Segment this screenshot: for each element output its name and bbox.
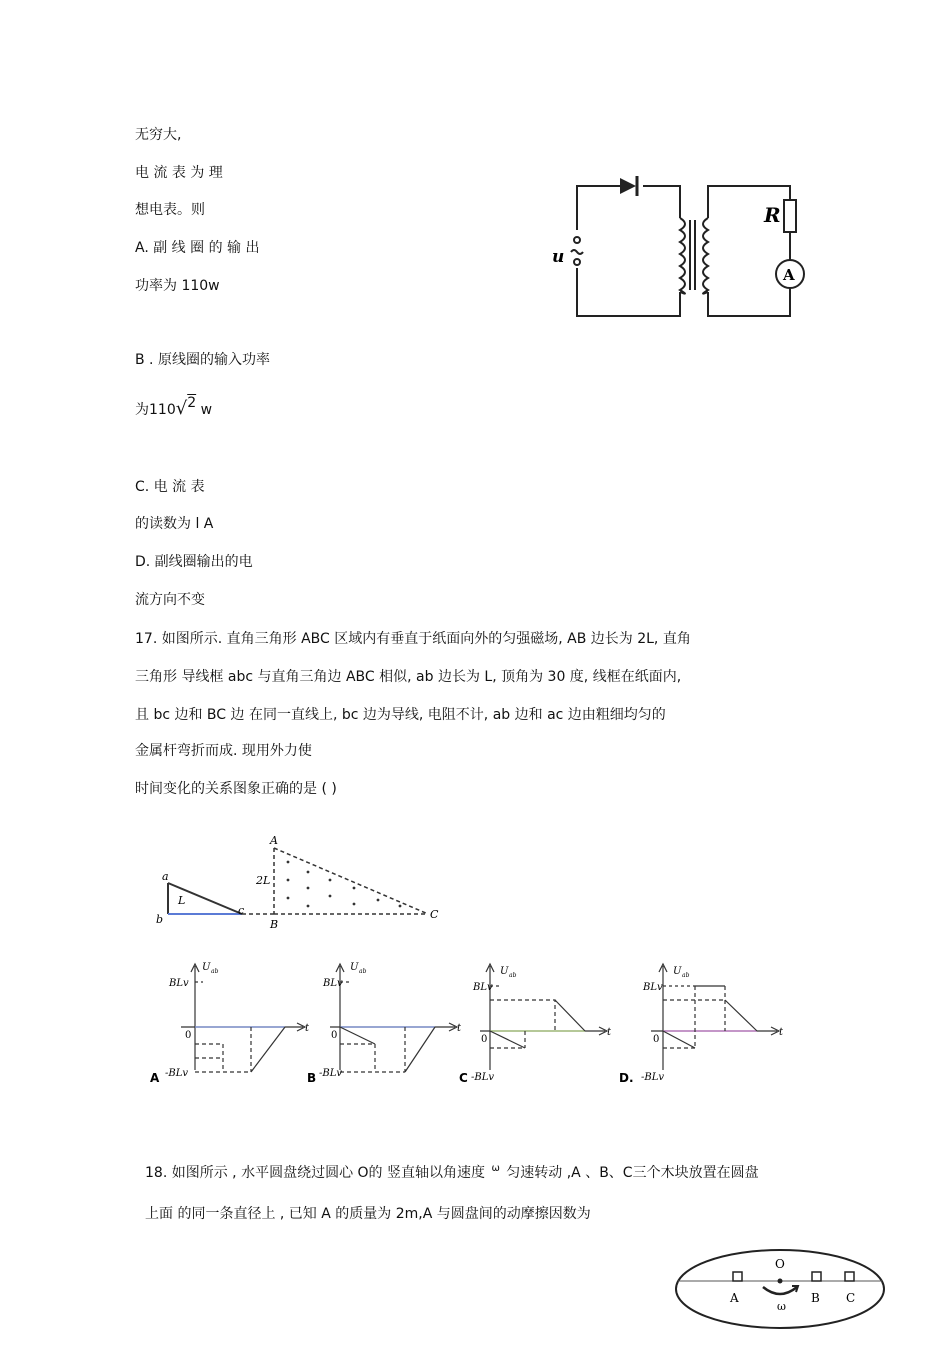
q16-option-d-1: D. 副线圈输出的电 <box>135 554 253 570</box>
neg-blv-label: -BLv <box>641 1072 665 1083</box>
u-axis-subscript: ab <box>211 968 219 975</box>
blv-label: BLv <box>169 978 189 989</box>
q16-option-a-2: 功率为 110w <box>135 278 220 294</box>
omega-symbol: ω <box>491 1163 500 1174</box>
u-axis-label: U <box>673 966 682 977</box>
q17-line-3: 且 bc 边和 BC 边 在同一直线上, bc 边为导线, 电阻不计, ab 边和 ac 边由粗细均匀的 <box>135 707 666 723</box>
q16-line-3: 想电表。则 <box>135 202 205 218</box>
q17-line-1: 17. 如图所示. 直角三角形 ABC 区域内有垂直于纸面向外的匀强磁场, AB 边长为 2L, 直角 <box>135 631 691 647</box>
ammeter-label-a: A <box>783 266 795 284</box>
q16-option-d-2: 流方向不变 <box>135 592 205 608</box>
block-b-icon <box>812 1272 821 1281</box>
q17-line-2: 三角形 导线框 abc 与直角三角边 ABC 相似, ab 边长为 L, 顶角为 30 度, 线框在纸面内, <box>135 669 682 685</box>
vertex-C-label: C <box>430 908 439 921</box>
side-2l-label: 2L <box>256 874 271 887</box>
rotating-disk-figure <box>670 1250 890 1335</box>
option-b-unit: w <box>200 402 213 418</box>
transformer-circuit-diagram <box>540 170 810 330</box>
u-axis-subscript: ab <box>682 972 690 979</box>
disk-label-a: A <box>730 1291 739 1305</box>
t-axis-label: t <box>779 1027 784 1038</box>
q18-line-1-start: 18. 如图所示 , 水平圆盘绕过圆心 O的 竖直轴以角速度 <box>145 1165 485 1181</box>
graph-c-option-label: C <box>459 1071 468 1085</box>
origin-label: 0 <box>331 1030 338 1041</box>
disk-label-omega: ω <box>777 1300 786 1313</box>
disk-label-b: B <box>811 1291 820 1305</box>
graph-d-option-label: D. <box>619 1071 634 1085</box>
q18-line-1 <box>145 1164 759 1184</box>
u-axis-subscript: ab <box>359 968 367 975</box>
vertex-c-label: c <box>238 904 245 917</box>
disk-label-c: C <box>846 1291 856 1305</box>
neg-blv-label: -BLv <box>319 1068 343 1079</box>
side-l-label: L <box>178 894 186 907</box>
vertex-b-label: b <box>156 913 164 926</box>
q16-option-a-1: A. 副 线 圈 的 输 出 <box>135 240 260 256</box>
blv-label: BLv <box>323 978 343 989</box>
blv-label: BLv <box>473 982 493 993</box>
q17-line-4: 金属杆弯折而成. 现用外力使 <box>135 743 312 759</box>
u-axis-label: U <box>202 962 211 973</box>
u-axis-subscript: ab <box>509 972 517 979</box>
graph-a-option-label: A <box>150 1071 160 1085</box>
graph-option-a <box>145 958 315 1088</box>
block-a-icon <box>733 1272 742 1281</box>
graph-b-option-label: B <box>307 1071 317 1085</box>
option-b-value: 为110 <box>135 402 176 418</box>
q16-option-b-1: B . 原线圈的输入功率 <box>135 352 270 368</box>
disk-label-o: O <box>775 1257 785 1271</box>
sqrt-radicand: 2 <box>187 395 197 411</box>
graph-option-c <box>455 958 625 1088</box>
t-axis-label: t <box>305 1023 310 1034</box>
q16-option-c-1: C. 电 流 表 <box>135 479 205 495</box>
graph-option-d <box>615 958 785 1088</box>
q17-line-5: 时间变化的关系图象正确的是 ( ) <box>135 781 337 797</box>
t-axis-label: t <box>457 1023 462 1034</box>
origin-label: 0 <box>185 1030 192 1041</box>
source-label-u: u <box>552 247 565 267</box>
blv-label: BLv <box>643 982 663 993</box>
vertex-a-label: a <box>162 870 169 883</box>
q18-line-2: 上面 的同一条直径上 , 已知 A 的质量为 2m,A 与圆盘间的动摩擦因数为 <box>145 1206 591 1222</box>
origin-label: 0 <box>481 1034 488 1045</box>
q16-line-2: 电 流 表 为 理 <box>135 165 223 181</box>
sqrt-sign: √ <box>175 398 188 419</box>
block-c-icon <box>845 1272 854 1281</box>
q16-option-c-2: 的读数为 l A <box>135 516 214 532</box>
neg-blv-label: -BLv <box>165 1068 189 1079</box>
t-axis-label: t <box>607 1027 612 1038</box>
vertex-B-label: B <box>270 918 279 931</box>
rotation-arrow-icon <box>763 1287 797 1294</box>
origin-label: 0 <box>653 1034 660 1045</box>
graph-option-b <box>305 958 475 1088</box>
q16-line-1: 无穷大, <box>135 127 182 143</box>
disk-center-point <box>778 1279 783 1284</box>
u-axis-label: U <box>500 966 509 977</box>
vertex-A-label: A <box>270 834 278 847</box>
q18-line-1-end: 匀速转动 ,A 、B、C三个木块放置在圆盘 <box>506 1165 759 1181</box>
diode-icon <box>620 178 636 194</box>
q16-option-b-2 <box>135 395 213 419</box>
u-axis-label: U <box>350 962 359 973</box>
triangle-field-figure <box>150 830 460 940</box>
resistor-label-r: R <box>764 203 781 227</box>
neg-blv-label: -BLv <box>471 1072 495 1083</box>
